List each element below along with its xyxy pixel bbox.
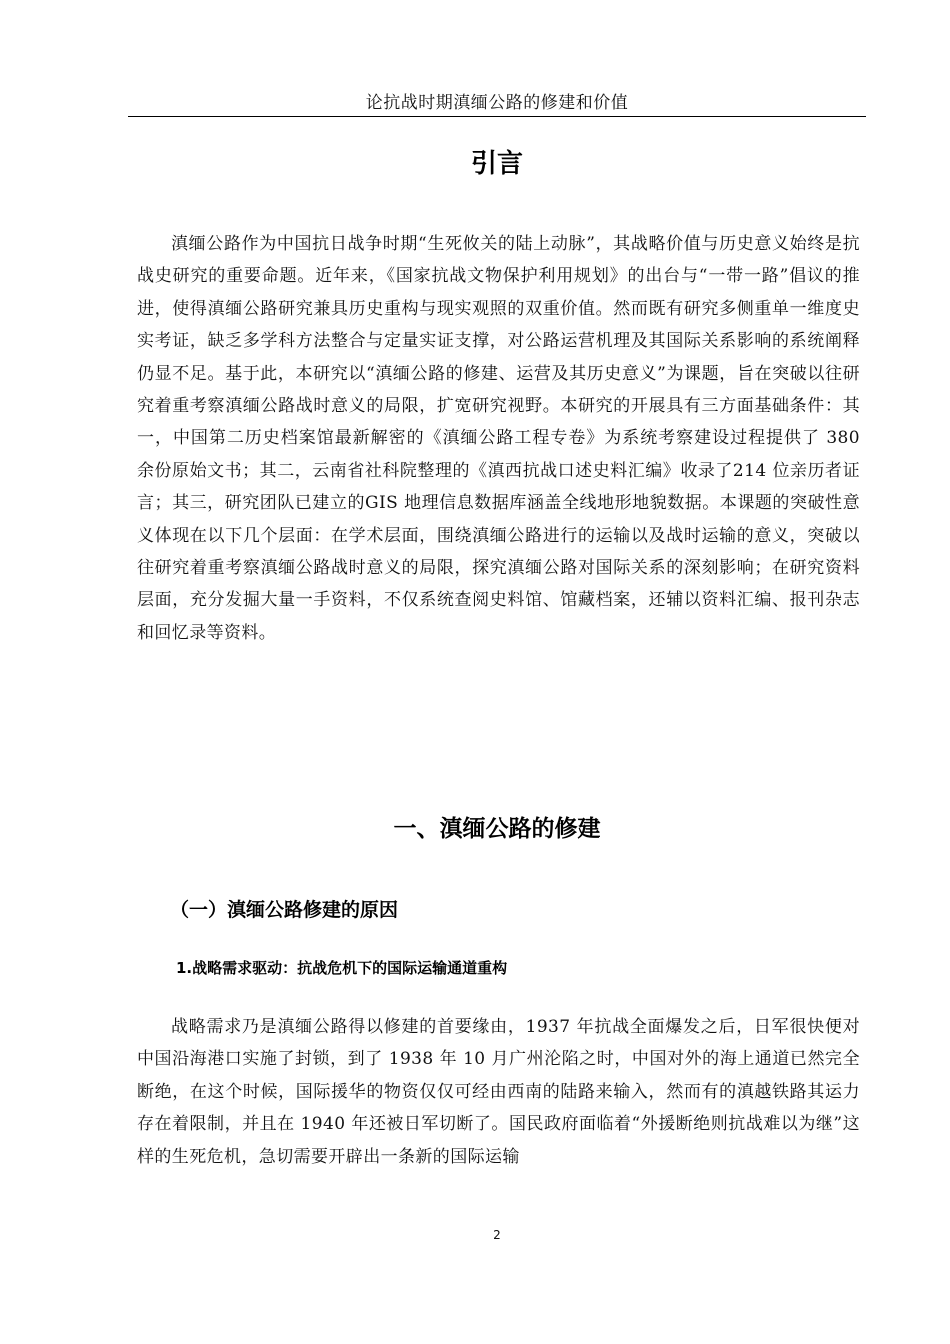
introduction-paragraph: 滇缅公路作为中国抗日战争时期“生死攸关的陆上动脉”，其战略价值与历史意义始终是抗战史研究的重要命题。近年来，《国家抗战文物保护利用规划》的出台与“一带一路”倡议的推进，使得滇缅公路研究兼具历史重构与现实观照的双重价值。然而既有研究多侧重单一维度史实考证，缺乏多学科方法整合与定量实证支撑，对公路运营机理及其国际关系影响的系统阐释仍显不足。基于此，本研究以“滇缅公路的修建、运营及其历史意义”为课题，旨在突破以往研究着重考察滇缅公路战时意义的局限，扩宽研究视野。本研究的开展具有三方面基础条件：其一，中国第二历史档案馆最新解密的《滇缅公路工程专卷》为系统考察建设过程提供了 380 余份原始文书；其二，云南省社科院整理的《滇西抗战口述史料汇编》收录了214 位亲历者证言；其三，研究团队已建立的GIS 地理信息数据库涵盖全线地形地貌数据。本课题的突破性意义体现在以下几个层面：在学术层面，围绕滇缅公路进行的运输以及战时运输的意义，突破以往研究着重考察滇缅公路战时意义的局限，探究滇缅公路对国际关系的深刻影响；在研究资料层面，充分发掘大量一手资料，不仅系统查阅史料馆、馆藏档案，还辅以资料汇编、报刊杂志和回忆录等资料。	[137, 234, 860, 643]
strategy-paragraph: 战略需求乃是滇缅公路得以修建的首要缘由，1937 年抗战全面爆发之后，日军很快便对中国沿海港口实施了封锁，到了 1938 年 10 月广州沦陷之时，中国对外的海上通道已然完全断绝，在这个时候，国际援华的物资仅仅可经由西南的陆路来输入，然而有的滇越铁路其运力存在着限制，并且在 1940 年还被日军切断了。国民政府面临着“外援断绝则抗战难以为继”这样的生死危机，急切需要开辟出一条新的国际运输	[137, 1017, 860, 1167]
running-header-title: 论抗战时期滇缅公路的修建和价值	[365, 93, 629, 113]
header-divider	[128, 116, 866, 117]
section-heading: （一）滇缅公路修建的原因	[170, 899, 399, 921]
subsection-heading: 1.战略需求驱动：抗战危机下的国际运输通道重构	[176, 959, 508, 977]
chapter-heading: 一、滇缅公路的修建	[393, 816, 601, 842]
page-number: 2	[493, 1228, 501, 1242]
introduction-heading: 引言	[470, 149, 523, 179]
